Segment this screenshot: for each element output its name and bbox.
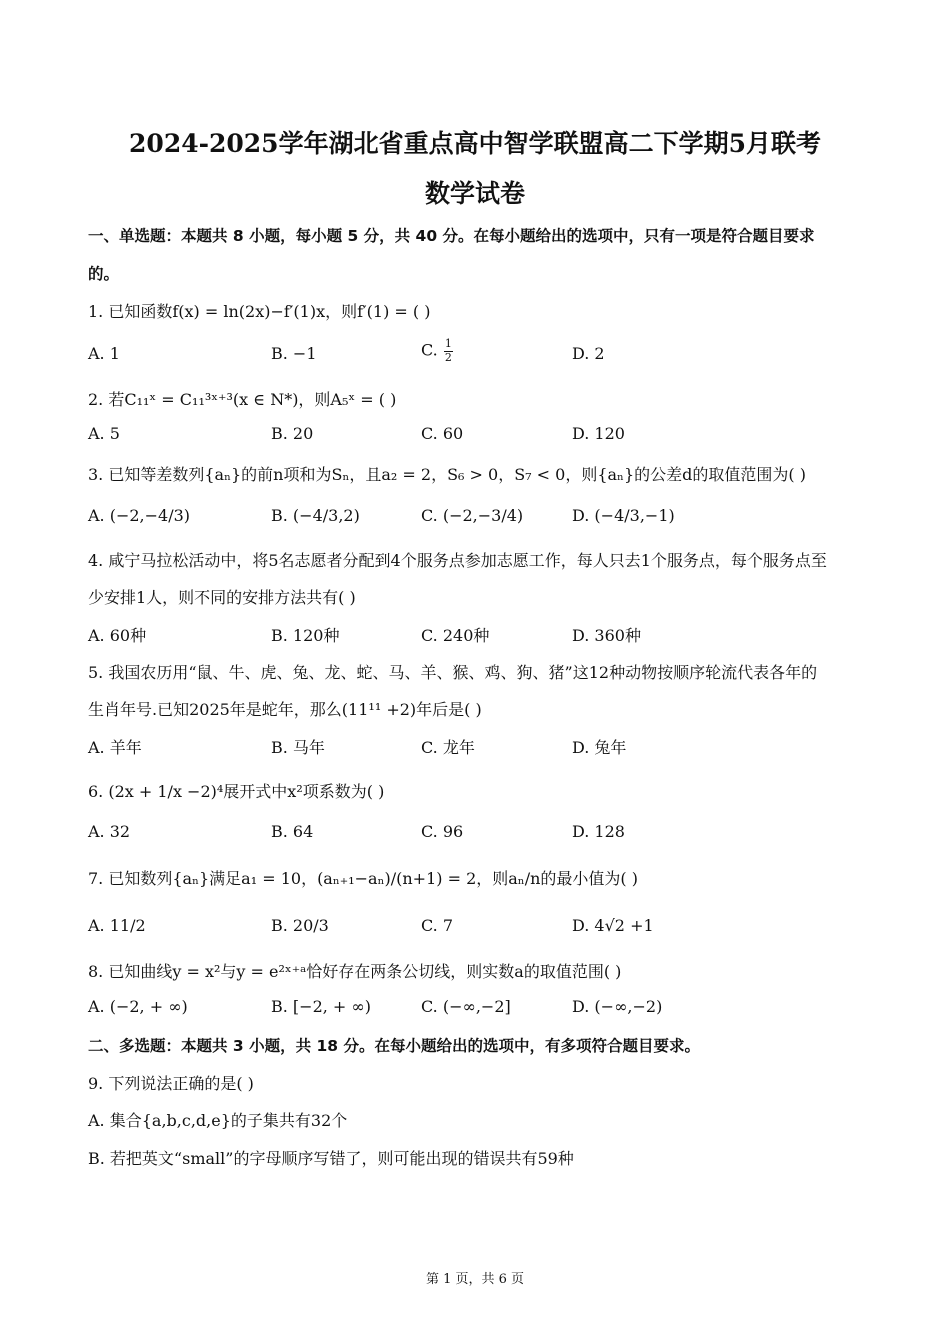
page-footer: 第 1 页，共 6 页 <box>425 1272 525 1287</box>
q8-option-d: D. (−∞,−2) <box>572 997 663 1016</box>
q5-stem-line1: 5. 我国农历用“鼠、牛、虎、兔、龙、蛇、马、羊、猴、鸡、狗、猪”这12种动物按顺序轮流代表各年的 <box>88 663 818 682</box>
q2-stem: 2. 若C₁₁ˣ = C₁₁³ˣ⁺³(x ∈ N*)，则A₅ˣ = ( ) <box>88 390 397 409</box>
q4-option-b: B. 120种 <box>271 626 340 645</box>
q1-c-den: 2 <box>444 350 452 364</box>
q8-stem: 8. 已知曲线y = x²与y = e²ˣ⁺ᵃ恰好存在两条公切线，则实数a的取值范围( ) <box>88 962 622 981</box>
q4-option-d: D. 360种 <box>572 626 641 645</box>
q7-option-c: C. 7 <box>421 916 454 935</box>
q5-option-c: C. 龙年 <box>421 738 475 757</box>
q9-stem: 9. 下列说法正确的是( ) <box>88 1074 254 1093</box>
q1-option-a: A. 1 <box>88 344 120 363</box>
section1-heading-line2: 的。 <box>88 265 120 283</box>
q3-option-d: D. (−4/3,−1) <box>572 506 675 525</box>
q5-option-d: D. 兔年 <box>572 738 627 757</box>
q9-option-a: A. 集合{a,b,c,d,e}的子集共有32个 <box>88 1111 348 1130</box>
q4-stem-line2: 少安排1人，则不同的安排方法共有( ) <box>88 588 356 607</box>
q3-stem: 3. 已知等差数列{aₙ}的前n项和为Sₙ，且a₂ = 2，S₆ > 0，S₇ < 0，则{aₙ}的公差d的取值范围为( ) <box>88 465 806 484</box>
section1-heading-line1: 一、单选题：本题共 8 小题，每小题 5 分，共 40 分。在每小题给出的选项中，只有一项是符合题目要求 <box>88 227 815 245</box>
page-title: 2024-2025学年湖北省重点高中智学联盟高二下学期5月联考 <box>129 129 821 158</box>
q4-stem-line1: 4. 咸宁马拉松活动中，将5名志愿者分配到4个服务点参加志愿工作，每人只去1个服务点，每个服务点至 <box>88 551 827 570</box>
q1-option-c <box>421 338 454 364</box>
q8-option-b: B. [−2, + ∞) <box>271 997 371 1016</box>
q2-option-b: B. 20 <box>271 424 314 443</box>
q7-option-d: D. 4√2 +1 <box>572 916 654 935</box>
q4-option-a: A. 60种 <box>88 626 147 645</box>
q6-stem: 6. (2x + 1/x −2)⁴展开式中x²项系数为( ) <box>88 782 385 801</box>
q1-option-b: B. −1 <box>271 344 317 363</box>
q6-option-d: D. 128 <box>572 822 625 841</box>
section2-heading: 二、多选题：本题共 3 小题，共 18 分。在每小题给出的选项中，有多项符合题目要求。 <box>88 1037 700 1055</box>
q1-c-num: 1 <box>444 337 452 350</box>
q1-option-d: D. 2 <box>572 344 605 363</box>
q6-option-c: C. 96 <box>421 822 464 841</box>
q2-option-a: A. 5 <box>88 424 120 443</box>
q1-stem: 1. 已知函数f(x) = ln(2x)−f′(1)x，则f′(1) = ( ) <box>88 302 431 321</box>
q6-option-a: A. 32 <box>88 822 131 841</box>
page-subtitle: 数学试卷 <box>424 179 525 208</box>
q5-option-a: A. 羊年 <box>88 738 142 757</box>
q4-option-c: C. 240种 <box>421 626 490 645</box>
q2-option-c: C. 60 <box>421 424 464 443</box>
q3-option-a: A. (−2,−4/3) <box>88 506 191 525</box>
q8-option-c: C. (−∞,−2] <box>421 997 511 1016</box>
q1-option-c-fraction <box>444 338 453 364</box>
q9-option-b: B. 若把英文“small”的字母顺序写错了，则可能出现的错误共有59种 <box>88 1149 574 1168</box>
q5-option-b: B. 马年 <box>271 738 325 757</box>
q2-option-d: D. 120 <box>572 424 625 443</box>
q3-option-b: B. (−4/3,2) <box>271 506 360 525</box>
q7-option-b: B. 20/3 <box>271 916 329 935</box>
q8-option-a: A. (−2, + ∞) <box>88 997 188 1016</box>
q7-stem: 7. 已知数列{aₙ}满足a₁ = 10，(aₙ₊₁−aₙ)/(n+1) = 2，则aₙ/n的最小值为( ) <box>88 869 638 888</box>
q3-option-c: C. (−2,−3/4) <box>421 506 524 525</box>
q7-option-a: A. 11/2 <box>88 916 146 935</box>
q1-option-c-prefix: C. <box>421 340 438 360</box>
q5-stem-line2: 生肖年号.已知2025年是蛇年，那么(11¹¹ +2)年后是( ) <box>88 700 482 719</box>
q6-option-b: B. 64 <box>271 822 314 841</box>
